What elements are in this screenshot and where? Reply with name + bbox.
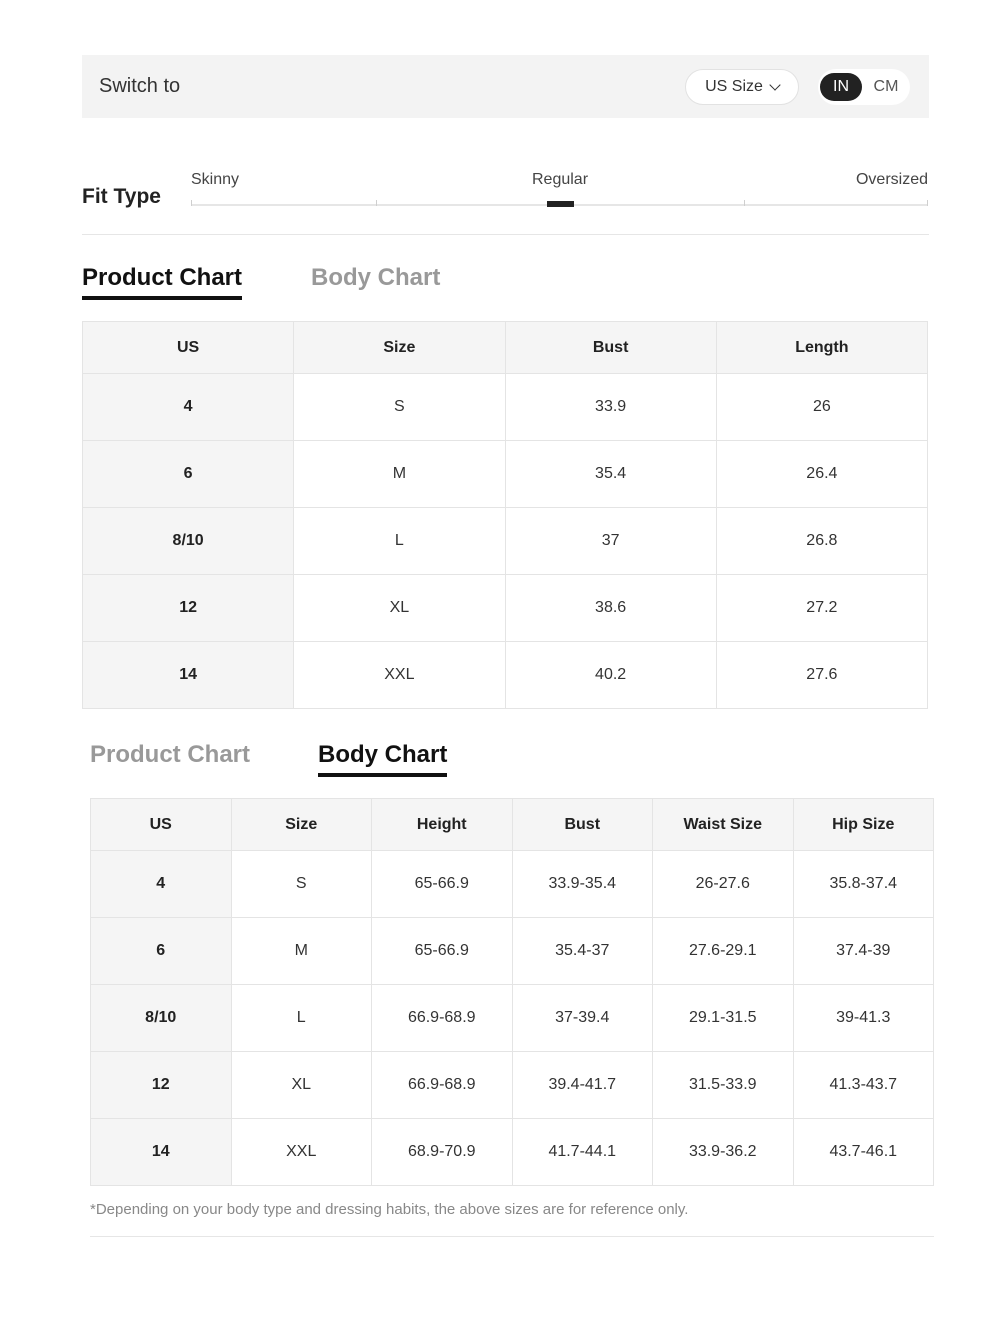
cell-bust: 40.2 xyxy=(505,642,716,709)
table-row xyxy=(83,441,928,508)
table-row xyxy=(91,1119,934,1186)
table-row xyxy=(91,985,934,1052)
fit-type-marker xyxy=(547,201,574,207)
cell-us: 8/10 xyxy=(83,508,294,575)
header-size: Size xyxy=(231,799,372,851)
divider xyxy=(90,1236,934,1237)
cell-length: 26.4 xyxy=(716,441,927,508)
cell-length: 26.8 xyxy=(716,508,927,575)
divider xyxy=(82,234,929,235)
fit-scale-tick xyxy=(191,200,192,206)
cell-size: L xyxy=(231,985,372,1052)
size-system-select[interactable] xyxy=(685,69,799,105)
cell-bust: 35.4 xyxy=(505,441,716,508)
product-size-table xyxy=(82,321,928,709)
unit-cm-button[interactable]: CM xyxy=(873,78,899,95)
header-bust: Bust xyxy=(505,322,716,374)
cell-size: XL xyxy=(294,575,505,642)
cell-size: S xyxy=(231,851,372,918)
cell-size: S xyxy=(294,374,505,441)
cell-us: 6 xyxy=(83,441,294,508)
size-system-value: US Size xyxy=(705,78,763,95)
cell-bust: 39.4-41.7 xyxy=(512,1052,653,1119)
table-row xyxy=(83,642,928,709)
cell-height: 68.9-70.9 xyxy=(372,1119,513,1186)
cell-bust: 41.7-44.1 xyxy=(512,1119,653,1186)
cell-hip-size: 35.8-37.4 xyxy=(793,851,934,918)
cell-hip-size: 39-41.3 xyxy=(793,985,934,1052)
unit-switch-bar xyxy=(82,55,929,118)
cell-us: 4 xyxy=(83,374,294,441)
fit-option-skinny: Skinny xyxy=(191,171,240,188)
unit-in-button[interactable]: IN xyxy=(820,73,862,101)
cell-height: 65-66.9 xyxy=(372,851,513,918)
cell-length: 26 xyxy=(716,374,927,441)
tab-body-chart[interactable]: Body Chart xyxy=(318,741,448,768)
cell-us: 12 xyxy=(83,575,294,642)
tab-body-chart[interactable]: Body Chart xyxy=(311,264,441,291)
cell-hip-size: 37.4-39 xyxy=(793,918,934,985)
cell-height: 66.9-68.9 xyxy=(372,985,513,1052)
cell-waist-size: 26-27.6 xyxy=(653,851,794,918)
fit-scale-tick xyxy=(927,200,928,206)
tab-product-chart[interactable]: Product Chart xyxy=(90,741,251,768)
header-us: US xyxy=(83,322,294,374)
table-row xyxy=(83,374,928,441)
cell-us: 6 xyxy=(91,918,232,985)
cell-size: M xyxy=(231,918,372,985)
cell-bust: 33.9-35.4 xyxy=(512,851,653,918)
fit-scale-tick xyxy=(744,200,745,206)
body-size-table xyxy=(90,798,934,1186)
cell-waist-size: 33.9-36.2 xyxy=(653,1119,794,1186)
tab-product-chart[interactable]: Product Chart xyxy=(82,264,243,291)
table-row xyxy=(83,508,928,575)
table-row xyxy=(83,575,928,642)
header-us: US xyxy=(91,799,232,851)
header-height: Height xyxy=(372,799,513,851)
cell-us: 8/10 xyxy=(91,985,232,1052)
cell-height: 66.9-68.9 xyxy=(372,1052,513,1119)
table-header-row xyxy=(83,322,928,374)
fit-option-oversized: Oversized xyxy=(855,171,928,188)
chevron-down-icon xyxy=(769,79,780,90)
cell-length: 27.6 xyxy=(716,642,927,709)
table-header-row xyxy=(91,799,934,851)
cell-height: 65-66.9 xyxy=(372,918,513,985)
table-row xyxy=(91,918,934,985)
cell-bust: 37 xyxy=(505,508,716,575)
cell-us: 14 xyxy=(83,642,294,709)
cell-size: XXL xyxy=(231,1119,372,1186)
cell-size: M xyxy=(294,441,505,508)
switch-label: Switch to xyxy=(99,75,181,97)
cell-us: 14 xyxy=(91,1119,232,1186)
cell-size: L xyxy=(294,508,505,575)
unit-toggle xyxy=(818,69,910,105)
header-bust: Bust xyxy=(512,799,653,851)
header-hip-size: Hip Size xyxy=(793,799,934,851)
cell-us: 12 xyxy=(91,1052,232,1119)
cell-us: 4 xyxy=(91,851,232,918)
cell-bust: 35.4-37 xyxy=(512,918,653,985)
cell-bust: 33.9 xyxy=(505,374,716,441)
fit-type-title: Fit Type xyxy=(82,185,161,208)
header-size: Size xyxy=(294,322,505,374)
cell-size: XXL xyxy=(294,642,505,709)
cell-waist-size: 29.1-31.5 xyxy=(653,985,794,1052)
cell-bust: 38.6 xyxy=(505,575,716,642)
cell-bust: 37-39.4 xyxy=(512,985,653,1052)
cell-waist-size: 31.5-33.9 xyxy=(653,1052,794,1119)
cell-hip-size: 41.3-43.7 xyxy=(793,1052,934,1119)
header-length: Length xyxy=(716,322,927,374)
table-row xyxy=(91,1052,934,1119)
header-waist-size: Waist Size xyxy=(653,799,794,851)
table-row xyxy=(91,851,934,918)
cell-size: XL xyxy=(231,1052,372,1119)
cell-hip-size: 43.7-46.1 xyxy=(793,1119,934,1186)
reference-note: *Depending on your body type and dressing habits, the above sizes are for reference only. xyxy=(90,1201,689,1218)
fit-scale-tick xyxy=(376,200,377,206)
cell-length: 27.2 xyxy=(716,575,927,642)
cell-waist-size: 27.6-29.1 xyxy=(653,918,794,985)
fit-option-regular: Regular xyxy=(532,171,589,188)
